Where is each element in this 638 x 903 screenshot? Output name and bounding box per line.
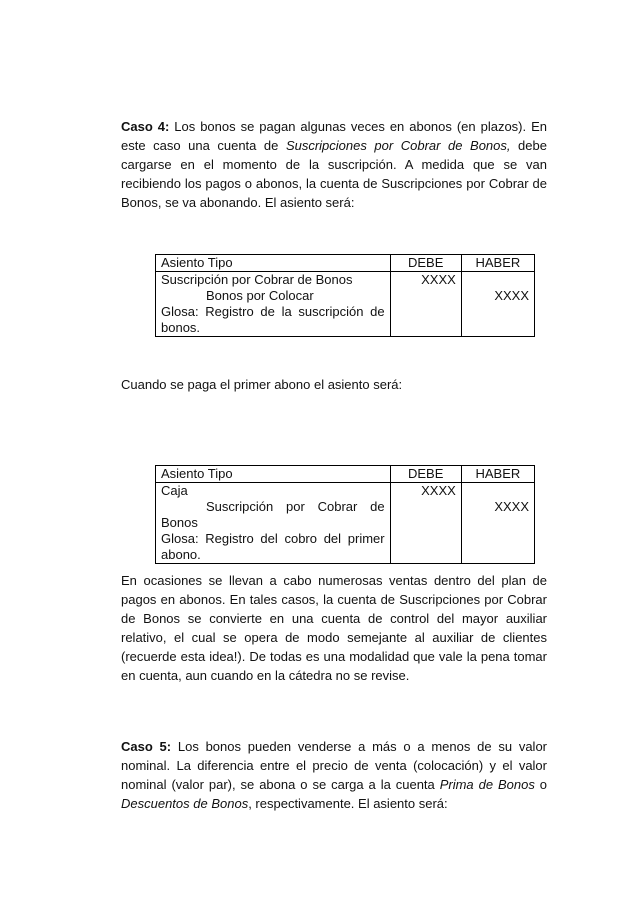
glosa-line-1: Glosa: Registro de la suscripción de xyxy=(161,304,385,319)
glosa-line-2: abono. xyxy=(161,547,201,562)
caso4-label: Caso 4: xyxy=(121,119,170,134)
glosa-line-2: bonos. xyxy=(161,320,201,335)
caso5-italic-descuentos: Descuentos de Bonos xyxy=(121,796,249,811)
caso5-text-b: o xyxy=(534,777,548,792)
debe-cell xyxy=(390,483,461,564)
asiento-cell xyxy=(156,483,391,564)
haber-cell xyxy=(461,272,534,337)
table-body-row xyxy=(156,483,535,564)
caso5-label: Caso 5: xyxy=(121,739,172,754)
header-haber: HABER xyxy=(461,255,534,272)
ocasiones-paragraph: En ocasiones se llevan a cabo numerosas ventas dentro del plan de pagos en abonos. En tales casos, la cuenta de Suscripciones por Cobrar de Bonos se convierte en una cuenta de control del mayor auxiliar relativo, el cual se opera de modo semejante al auxiliar de clientes (recuerde esta idea!). De todas es una modalidad que vale la pena tomar en cuenta, aun cuando en la cátedra no se revise. xyxy=(121,573,547,683)
caso4-italic: Suscripciones por Cobrar de Bonos, xyxy=(285,138,511,153)
haber-amount: XXXX xyxy=(494,499,529,514)
cuenta-bonos: Bonos xyxy=(161,515,198,530)
asiento-table-1 xyxy=(155,254,535,337)
cuenta-suscripcion: Suscripción por Cobrar de xyxy=(206,499,385,514)
cuenta-bonos-colocar: Bonos por Colocar xyxy=(206,288,314,303)
haber-cell xyxy=(461,483,534,564)
cuando-paragraph: Cuando se paga el primer abono el asiento será: xyxy=(121,377,403,392)
asiento-cell xyxy=(156,272,391,337)
debe-amount: XXXX xyxy=(421,483,456,498)
glosa-line-1: Glosa: Registro del cobro del primer xyxy=(161,531,385,546)
caso4-paragraph xyxy=(121,117,547,212)
header-haber: HABER xyxy=(461,466,534,483)
caso5-text-c: , respectivamente. El asiento será: xyxy=(248,796,448,811)
caso4-text-b: debe cargarse en el momento de la suscripción. A medida que se van recibiendo los pagos o abonos, la cuenta de Suscripciones por Cobrar de Bonos, se va abonando. El asiento será: xyxy=(121,138,547,210)
header-asiento-tipo: Asiento Tipo xyxy=(156,466,391,483)
debe-amount: XXXX xyxy=(421,272,456,287)
header-debe: DEBE xyxy=(390,466,461,483)
header-asiento-tipo: Asiento Tipo xyxy=(156,255,391,272)
caso4-text-a: Los bonos se pagan algunas veces en abonos (en plazos). En este caso una cuenta de xyxy=(121,119,547,153)
haber-amount: XXXX xyxy=(494,288,529,303)
caso5-italic-prima: Prima de Bonos xyxy=(439,777,535,792)
table-header-row xyxy=(156,255,535,272)
caso5-paragraph xyxy=(121,737,547,813)
table-body-row xyxy=(156,272,535,337)
caso5-text-a: Los bonos pueden venderse a más o a menos de su valor nominal. La diferencia entre el precio de venta (colocación) y el valor nominal (valor par), se abona o se carga a la cuenta xyxy=(121,739,547,792)
cuenta-caja: Caja xyxy=(161,483,188,498)
asiento-table-2 xyxy=(155,465,535,564)
debe-cell xyxy=(390,272,461,337)
cuenta-suscripcion: Suscripción por Cobrar de Bonos xyxy=(161,272,353,287)
table-header-row xyxy=(156,466,535,483)
header-debe: DEBE xyxy=(390,255,461,272)
